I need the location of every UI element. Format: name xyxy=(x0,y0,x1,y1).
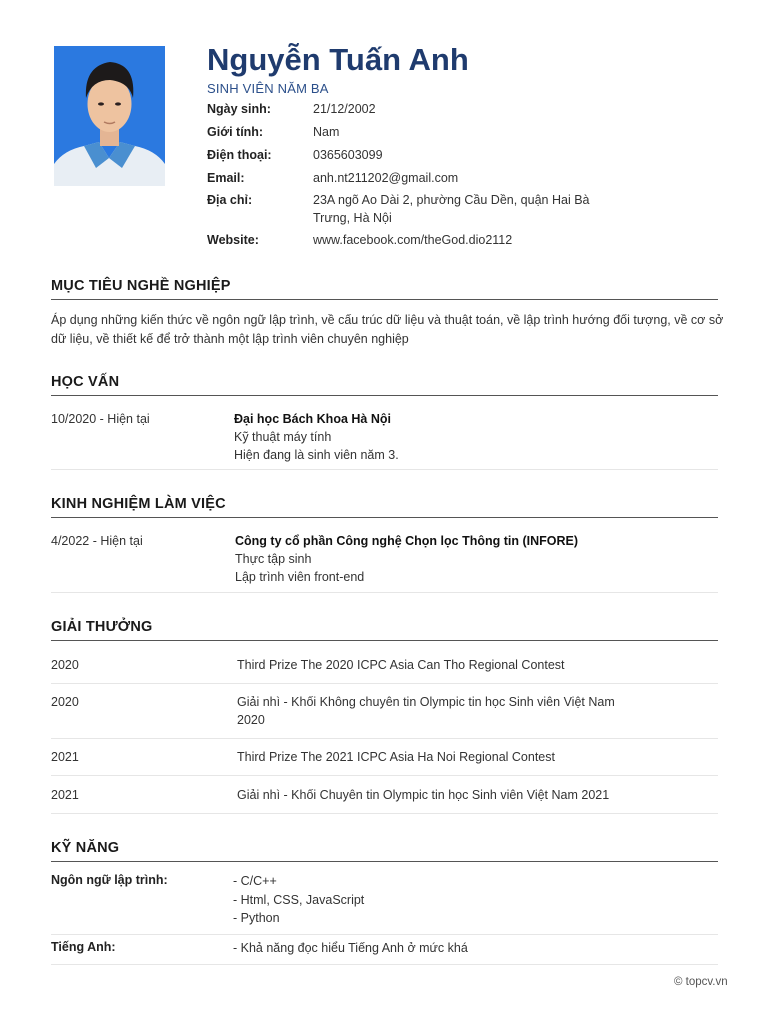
award-year: 2021 xyxy=(51,750,79,764)
section-skills xyxy=(51,840,718,862)
entry-detail: Kỹ thuật máy tính xyxy=(234,430,332,444)
info-label: Điện thoại: xyxy=(207,148,272,162)
award-year: 2020 xyxy=(51,658,79,672)
candidate-name: Nguyễn Tuấn Anh xyxy=(207,42,469,77)
section-education xyxy=(51,374,718,396)
info-value: anh.nt211202@gmail.com xyxy=(313,171,459,185)
award-text: Giải nhì - Khối Không chuyên tin Olympic tin học Sinh viên Việt Nam 2020 xyxy=(237,695,615,727)
entry-body xyxy=(234,410,654,464)
skill-item: - C/C++ xyxy=(233,874,277,888)
info-label: Website: xyxy=(207,233,259,247)
profile-photo xyxy=(54,46,165,186)
section-title: HỌC VẤN xyxy=(51,374,718,396)
section-experience xyxy=(51,496,718,518)
entry-detail: Lập trình viên front-end xyxy=(235,570,365,584)
award-year: 2020 xyxy=(51,695,79,709)
award-text: Third Prize The 2021 ICPC Asia Ha Noi Regional Contest xyxy=(237,750,555,764)
entry-date: 4/2022 - Hiện tại xyxy=(51,534,143,548)
info-value: Nam xyxy=(313,125,340,139)
skill-group-items xyxy=(233,872,364,928)
info-label: Giới tính: xyxy=(207,125,264,139)
section-title: KỸ NĂNG xyxy=(51,840,718,862)
section-objective xyxy=(51,278,718,300)
info-value: 23A ngõ Ao Dài 2, phường Cầu Dền, quận Hai Bà Trưng, Hà Nội xyxy=(313,193,590,225)
divider xyxy=(51,592,718,593)
entry-body xyxy=(235,532,655,586)
award-year: 2021 xyxy=(51,788,79,802)
entry-organization: Đại học Bách Khoa Hà Nội xyxy=(234,412,391,426)
entry-detail: Thực tập sinh xyxy=(235,552,312,566)
info-label: Ngày sinh: xyxy=(207,102,271,116)
award-text: Third Prize The 2020 ICPC Asia Can Tho Regional Contest xyxy=(237,658,565,672)
divider xyxy=(51,775,718,776)
divider xyxy=(51,469,718,470)
divider xyxy=(51,813,718,814)
divider xyxy=(51,683,718,684)
skill-group-label: Tiếng Anh: xyxy=(51,940,116,954)
divider xyxy=(51,964,718,965)
info-label: Địa chỉ: xyxy=(207,193,253,207)
skill-group-label: Ngôn ngữ lập trình: xyxy=(51,873,168,887)
divider xyxy=(51,738,718,739)
info-value: www.facebook.com/theGod.dio2112 xyxy=(313,233,513,247)
entry-organization: Công ty cổ phần Công nghệ Chọn lọc Thông tin (INFORE) xyxy=(235,534,579,548)
objective-text: Áp dụng những kiến thức về ngôn ngữ lập trình, về cấu trúc dữ liệu và thuật toán, về lập trình hướng đối tượng, về cơ sở dữ liệu, về thiết kế để trở thành một lập trình viên chuyên nghiệp xyxy=(51,313,724,346)
section-title: MỤC TIÊU NGHỀ NGHIỆP xyxy=(51,278,718,300)
info-label: Email: xyxy=(207,171,245,185)
skill-item: - Html, CSS, JavaScript xyxy=(233,892,365,907)
divider xyxy=(51,934,718,935)
info-value: 21/12/2002 xyxy=(313,102,376,116)
candidate-title: SINH VIÊN NĂM BA xyxy=(207,81,329,96)
skill-group-items xyxy=(233,939,468,958)
skill-item: - Khả năng đọc hiểu Tiếng Anh ở mức khá xyxy=(233,941,468,955)
entry-date: 10/2020 - Hiện tại xyxy=(51,412,150,426)
entry-detail: Hiện đang là sinh viên năm 3. xyxy=(234,448,399,462)
award-text: Giải nhì - Khối Chuyên tin Olympic tin học Sinh viên Việt Nam 2021 xyxy=(237,788,610,802)
topcv-watermark: © topcv.vn xyxy=(674,976,728,988)
person-portrait-icon xyxy=(54,46,165,186)
section-title: KINH NGHIỆM LÀM VIỆC xyxy=(51,496,718,518)
info-value: 0365603099 xyxy=(313,148,383,162)
section-awards xyxy=(51,619,718,641)
skill-item: - Python xyxy=(233,911,280,925)
section-title: GIẢI THƯỞNG xyxy=(51,619,718,641)
